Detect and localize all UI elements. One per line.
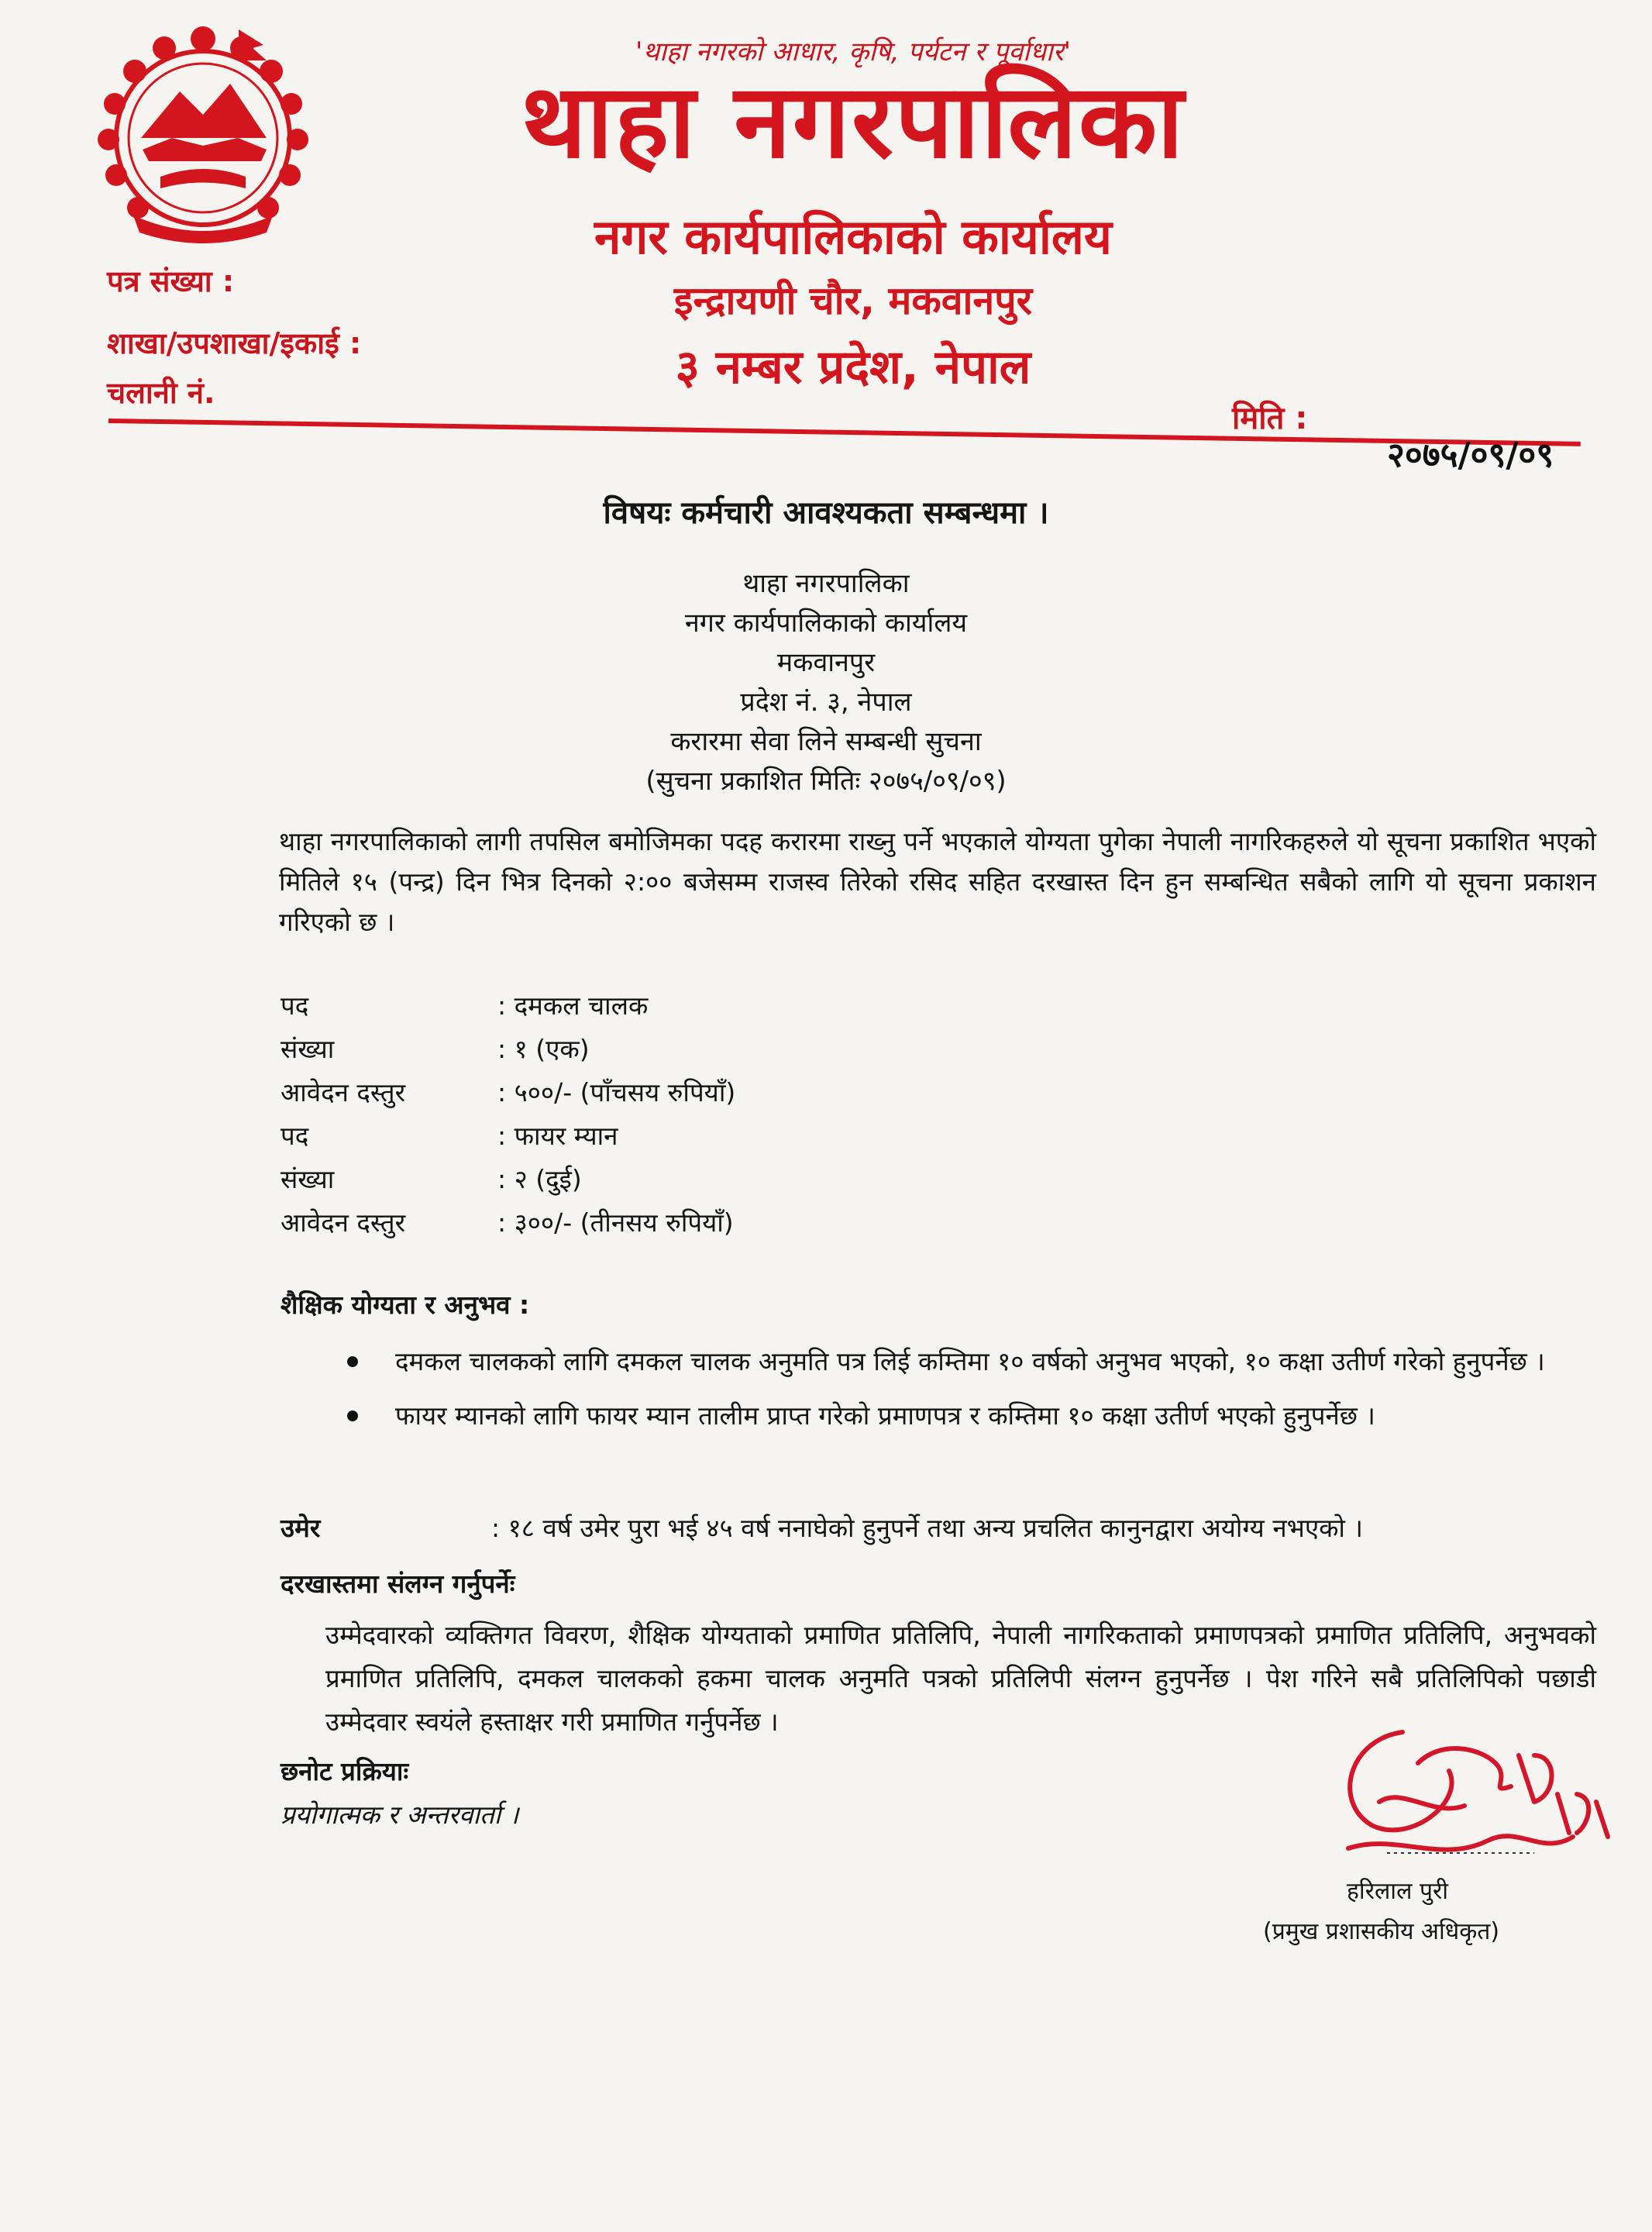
selection-process-value: प्रयोगात्मक र अन्तरवार्ता ।	[280, 1800, 519, 1830]
office-address: इन्द्रायणी चौर, मकवानपुर	[673, 278, 1033, 323]
municipality-slogan: 'थाहा नगरको आधार, कृषि, पर्यटन र पूर्वाधार'	[635, 36, 1071, 67]
letter-subject: विषयः कर्मचारी आवश्यकता सम्बन्धमा ।	[603, 495, 1049, 531]
position-value: : २ (दुई)	[497, 1163, 582, 1194]
position-value: : दमकल चालक	[497, 990, 649, 1021]
position-label: पद	[280, 990, 309, 1021]
date-value: २०७५/०९/०९	[1387, 436, 1554, 475]
office-name: नगर कार्यपालिकाको कार्यालय	[594, 208, 1112, 265]
date-label: मिति :	[1232, 401, 1308, 436]
header-divider	[108, 418, 1581, 446]
signatory-name: हरिलाल पुरी	[1347, 1878, 1449, 1905]
position-label: पद	[280, 1120, 309, 1151]
notice-paragraph: थाहा नगरपालिकाको लागी तपसिल बमोजिमका पदह करारमा राख्नु पर्ने भएकाले योग्यता पुगेका नेपाली नागरिकहरुले यो सूचना प्रकाशित भएको मितिले १५ (पन्द्र) दिन भित्र दिनको २:०० बजेसम्म राजस्व तिरेको रसिद सहित दरखास्त दिन हुन सम्बन्धित सबैको लागि यो सूचना प्रकाशन गरिएको छ ।	[279, 826, 1596, 937]
notice-heading-line: प्रदेश नं. ३, नेपाल	[740, 687, 912, 718]
position-row	[280, 1156, 735, 1200]
municipality-name: थाहा नगरपालिका	[521, 62, 1186, 181]
selection-process-title: छनोट प्रक्रियाः	[280, 1756, 409, 1786]
province-name: ३ नम्बर प्रदेश, नेपाल	[675, 340, 1031, 394]
position-row	[280, 1200, 735, 1243]
attachments-text: उम्मेदवारको व्यक्तिगत विवरण, शैक्षिक योग्यताको प्रमाणित प्रतिलिपि, नेपाली नागरिकताको प्रमाणपत्रको प्रमाणित प्रतिलिपि, अनुभवको प्रमाणित प्रतिलिपि, दमकल चालकको हकमा चालक अनुमति पत्रको प्रतिलिपी संलग्न हुनुपर्नेछ । पेश गरिने सबै प्रतिलिपिको पछाडी उम्मेदवार स्वयंले हस्ताक्षर गरी प्रमाणित गर्नुपर्नेछ ।	[325, 1620, 1596, 1737]
notice-heading-line: नगर कार्यपालिकाको कार्यालय	[684, 608, 968, 639]
dispatch-number-label: चलानी नं.	[107, 376, 215, 410]
positions-table	[280, 983, 735, 1243]
position-row	[280, 1113, 735, 1156]
age-value: : १८ वर्ष उमेर पुरा भई ४५ वर्ष ननाघेको हुनुपर्ने तथा अन्य प्रचलित कानुनद्वारा अयोग्य नभएको ।	[491, 1513, 1363, 1543]
signatory-title: (प्रमुख प्रशासकीय अधिकृत)	[1263, 1918, 1500, 1945]
position-label: आवेदन दस्तुर	[280, 1076, 406, 1107]
position-row	[280, 1070, 735, 1113]
notice-heading-line: करारमा सेवा लिने सम्बन्धी सुचना	[670, 726, 982, 757]
age-requirement	[280, 1510, 1363, 1545]
notice-heading-line: मकवानपुर	[776, 647, 876, 678]
attachments-title: दरखास्तमा संलग्न गर्नुपर्नेः	[280, 1569, 515, 1599]
notice-heading-line: (सुचना प्रकाशित मितिः २०७५/०९/०९)	[645, 766, 1007, 797]
position-value: : ५००/- (पाँचसय रुपियाँ)	[497, 1076, 736, 1107]
position-label: संख्या	[280, 1033, 335, 1064]
handwritten-signature-icon	[1302, 1709, 1627, 1887]
position-value: : फायर म्यान	[497, 1120, 618, 1151]
notice-heading	[0, 564, 1652, 801]
position-value: : ३००/- (तीनसय रुपियाँ)	[497, 1207, 734, 1238]
position-label: आवेदन दस्तुर	[280, 1207, 406, 1238]
qualification-list	[341, 1341, 1596, 1449]
list-item: फायर म्यानको लागि फायर म्यान तालीम प्राप्त गरेको प्रमाणपत्र र कम्तिमा १० कक्षा उतीर्ण भएको हुनुपर्नेछ ।	[341, 1395, 1596, 1437]
list-item: दमकल चालकको लागि दमकल चालक अनुमति पत्र लिई कम्तिमा १० वर्षको अनुभव भएको, १० कक्षा उतीर्ण गरेको हुनुपर्नेछ ।	[341, 1341, 1596, 1383]
letter-number-label: पत्र संख्या :	[107, 264, 235, 298]
position-row	[280, 983, 735, 1026]
position-value: : १ (एक)	[497, 1033, 590, 1064]
notice-heading-line: थाहा नगरपालिका	[742, 568, 910, 599]
qualification-title: शैक्षिक योग्यता र अनुभव :	[280, 1290, 530, 1320]
branch-label: शाखा/उपशाखा/इकाई :	[107, 326, 362, 360]
age-label: उमेर	[280, 1513, 321, 1543]
position-row	[280, 1026, 735, 1070]
position-label: संख्या	[280, 1163, 335, 1194]
